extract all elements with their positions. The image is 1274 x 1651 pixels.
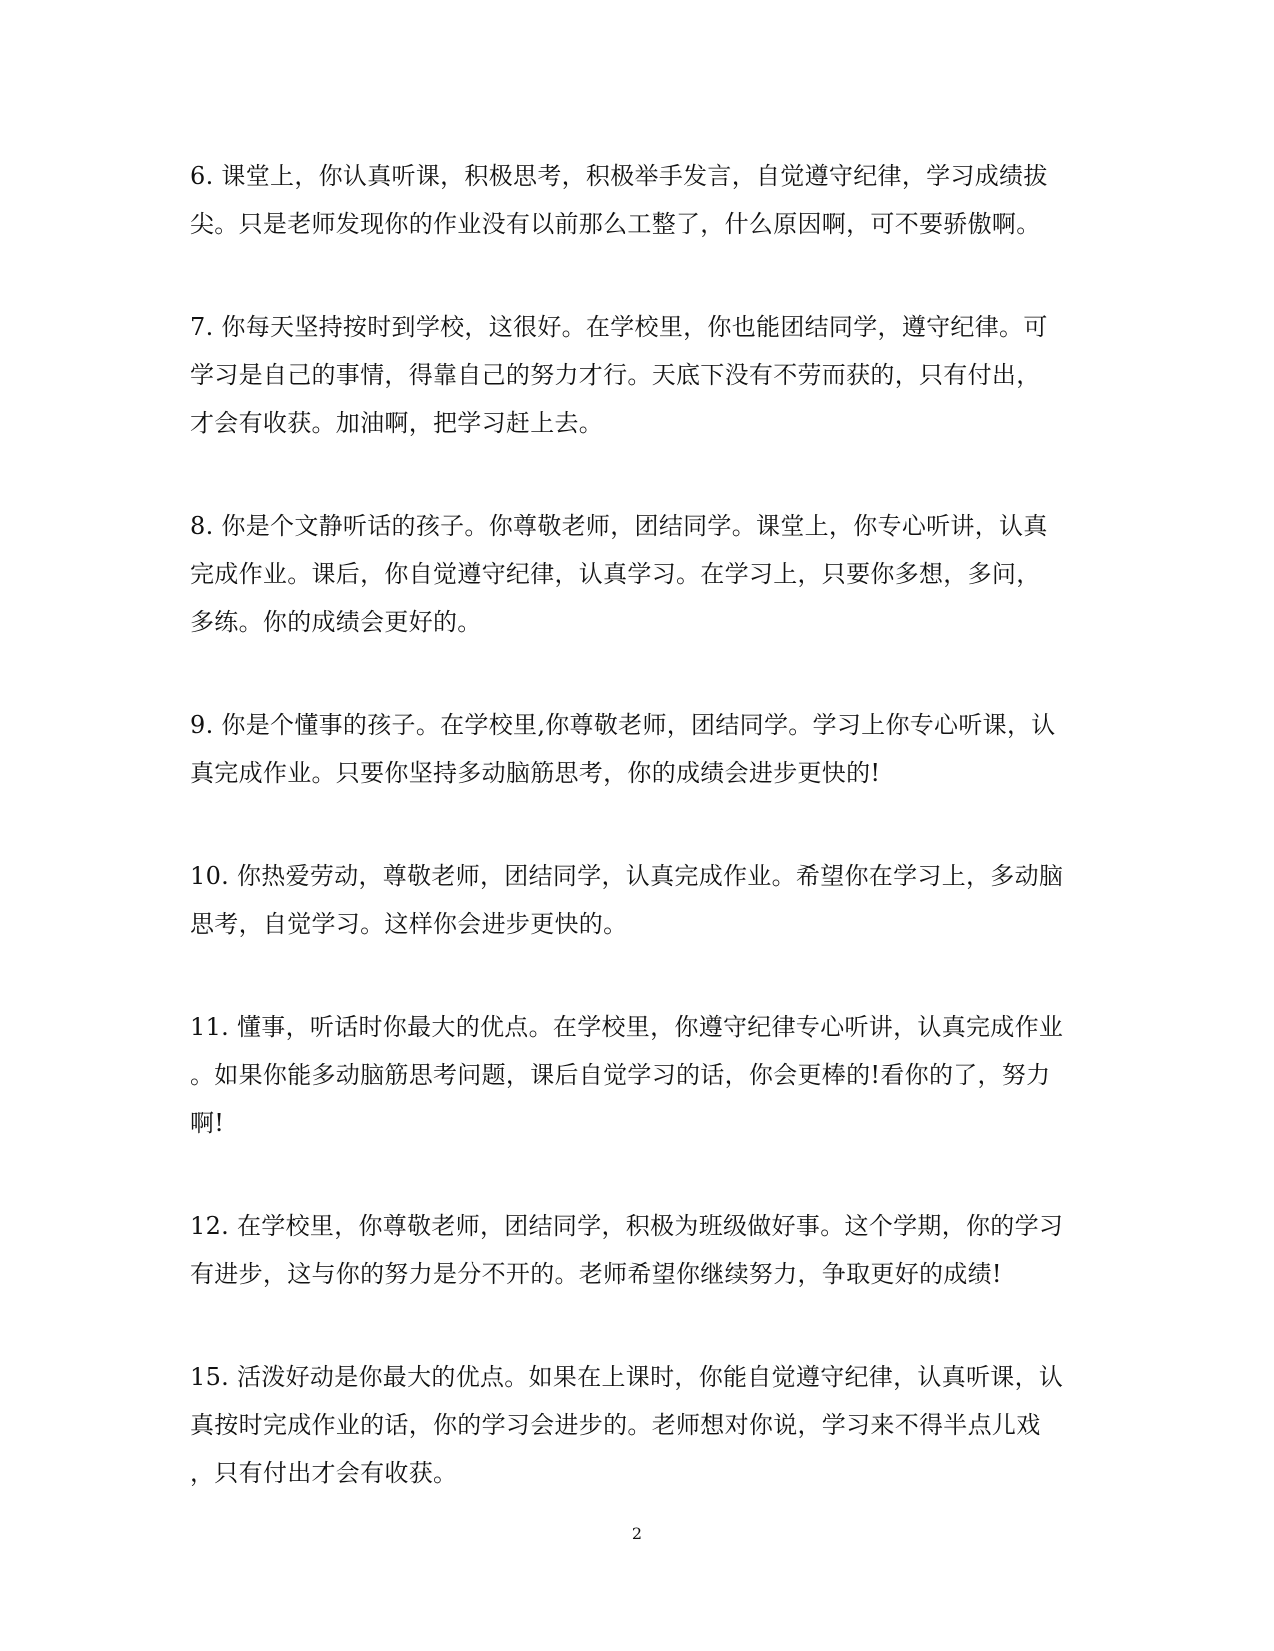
paragraph-9 [190, 701, 1085, 797]
paragraph-line: 思考，自觉学习。这样你会进步更快的。 [190, 910, 628, 938]
paragraph-line: ，只有付出才会有收获。 [190, 1459, 458, 1487]
paragraph-line: 真按时完成作业的话，你的学习会进步的。老师想对你说，学习来不得半点儿戏 [190, 1411, 1041, 1439]
paragraph-line: 多练。你的成绩会更好的。 [190, 608, 482, 636]
page-number: 2 [631, 1524, 643, 1543]
paragraph-line: 11. 懂事，听话时你最大的优点。在学校里，你遵守纪律专心听讲，认真完成作业 [190, 1013, 1064, 1041]
paragraph-line: 7. 你每天坚持按时到学校，这很好。在学校里，你也能团结同学，遵守纪律。可 [190, 313, 1048, 341]
paragraph-line: 8. 你是个文静听话的孩子。你尊敬老师，团结同学。课堂上，你专心听讲，认真 [190, 512, 1048, 540]
paragraph-line: 啊! [190, 1109, 225, 1137]
paragraph-7 [190, 303, 1085, 447]
paragraph-line: 9. 你是个懂事的孩子。在学校里,你尊敬老师，团结同学。学习上你专心听课，认 [190, 711, 1056, 739]
paragraph-line: 学习是自己的事情，得靠自己的努力才行。天底下没有不劳而获的，只有付出， [190, 361, 1041, 389]
paragraph-line: 尖。只是老师发现你的作业没有以前那么工整了，什么原因啊，可不要骄傲啊。 [190, 210, 1041, 238]
paragraph-line: 真完成作业。只要你坚持多动脑筋思考，你的成绩会进步更快的! [190, 759, 881, 787]
paragraph-6 [190, 152, 1085, 248]
paragraph-line: 12. 在学校里，你尊敬老师，团结同学，积极为班级做好事。这个学期，你的学习 [190, 1212, 1064, 1240]
paragraph-line: 完成作业。课后，你自觉遵守纪律，认真学习。在学习上，只要你多想，多问， [190, 560, 1041, 588]
document-body [190, 152, 1085, 1552]
paragraph-line: 6. 课堂上，你认真听课，积极思考，积极举手发言，自觉遵守纪律，学习成绩拔 [190, 162, 1048, 190]
paragraph-line: 有进步，这与你的努力是分不开的。老师希望你继续努力，争取更好的成绩! [190, 1260, 1002, 1288]
paragraph-15 [190, 1353, 1085, 1497]
paragraph-10 [190, 852, 1085, 948]
paragraph-line: 。如果你能多动脑筋思考问题，课后自觉学习的话，你会更棒的!看你的了，努力 [190, 1061, 1051, 1089]
paragraph-line: 10. 你热爱劳动，尊敬老师，团结同学，认真完成作业。希望你在学习上，多动脑 [190, 862, 1064, 890]
paragraph-line: 15. 活泼好动是你最大的优点。如果在上课时，你能自觉遵守纪律，认真听课，认 [190, 1363, 1064, 1391]
paragraph-12 [190, 1202, 1085, 1298]
paragraph-line: 才会有收获。加油啊，把学习赶上去。 [190, 409, 604, 437]
paragraph-8 [190, 502, 1085, 646]
paragraph-11 [190, 1003, 1085, 1147]
